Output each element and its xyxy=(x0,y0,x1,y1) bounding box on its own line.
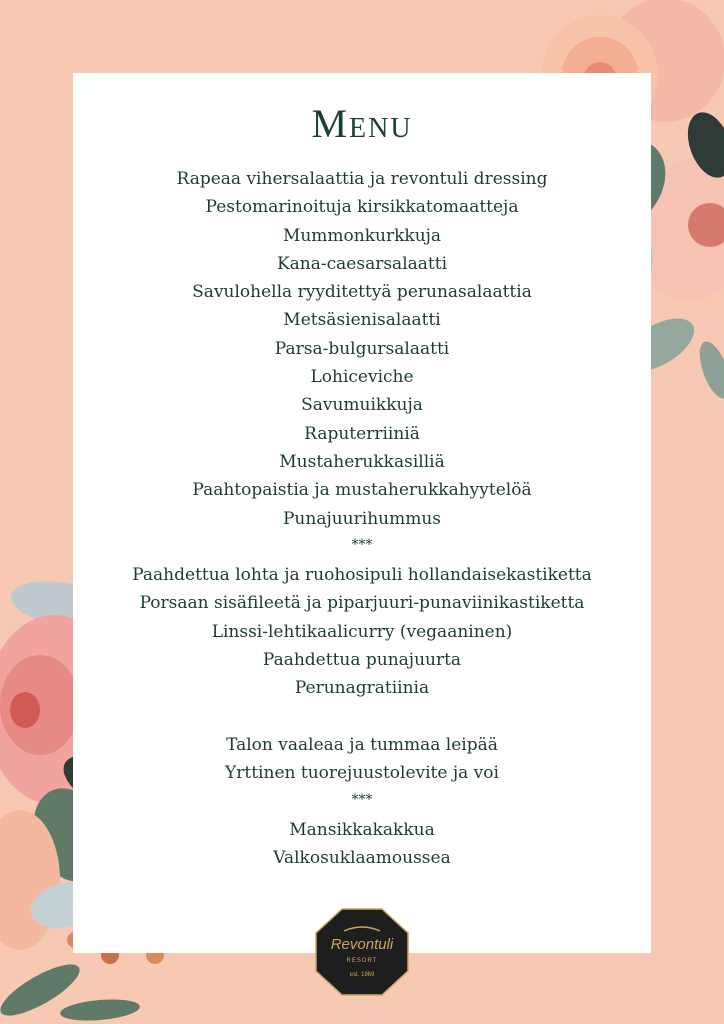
section-separator: *** xyxy=(351,536,373,553)
section-separator: *** xyxy=(351,791,373,808)
logo-subtitle: RESORT xyxy=(346,958,378,964)
menu-item: Punajuurihummus xyxy=(282,508,441,529)
menu-item: Paahdettua punajuurta xyxy=(262,650,462,671)
blank-line xyxy=(73,703,651,731)
menu-item: Savulohella ryyditettyä perunasalaattia xyxy=(192,282,532,303)
menu-item: Rapeaa vihersalaattia ja revontuli dressing xyxy=(176,169,548,189)
menu-item: Yrttinen tuorejuustolevite ja voi xyxy=(225,763,499,784)
menu-title: Menu xyxy=(311,101,413,146)
menu-item: Talon vaaleaa ja tummaa leipää xyxy=(226,734,498,755)
menu-item: Mummonkurkkuja xyxy=(282,225,442,246)
menu-item: Mustaherukkasilliä xyxy=(279,451,445,472)
menu-item: Mansikkakakkua xyxy=(289,819,435,840)
logo-established: est. 1969 xyxy=(349,972,375,978)
menu-item: Pestomarinoituja kirsikkatomaatteja xyxy=(205,197,519,218)
menu-item: Savumuikkuja xyxy=(301,395,423,416)
menu-item: Porsaan sisäfileetä ja piparjuuri-punaviinikastiketta xyxy=(139,593,585,614)
menu-item: Raputerriiniä xyxy=(304,423,420,444)
menu-item: Paahtopaistia ja mustaherukkahyytelöä xyxy=(192,480,532,501)
menu-item: Lohiceviche xyxy=(310,367,414,388)
menu-items xyxy=(73,165,651,872)
logo-name: Revontuli xyxy=(330,936,394,953)
menu-item: Parsa-bulgursalaatti xyxy=(274,338,450,359)
menu-item: Linssi-lehtikaalicurry (vegaaninen) xyxy=(211,621,513,642)
menu-item: Perunagratiinia xyxy=(294,678,430,699)
menu-item: Metsäsienisalaatti xyxy=(283,310,441,331)
menu-item: Kana-caesarsalaatti xyxy=(276,253,448,274)
menu-item: Valkosuklaamoussea xyxy=(273,848,451,869)
menu-item: Paahdettua lohta ja ruohosipuli hollandaisekastiketta xyxy=(132,565,592,586)
